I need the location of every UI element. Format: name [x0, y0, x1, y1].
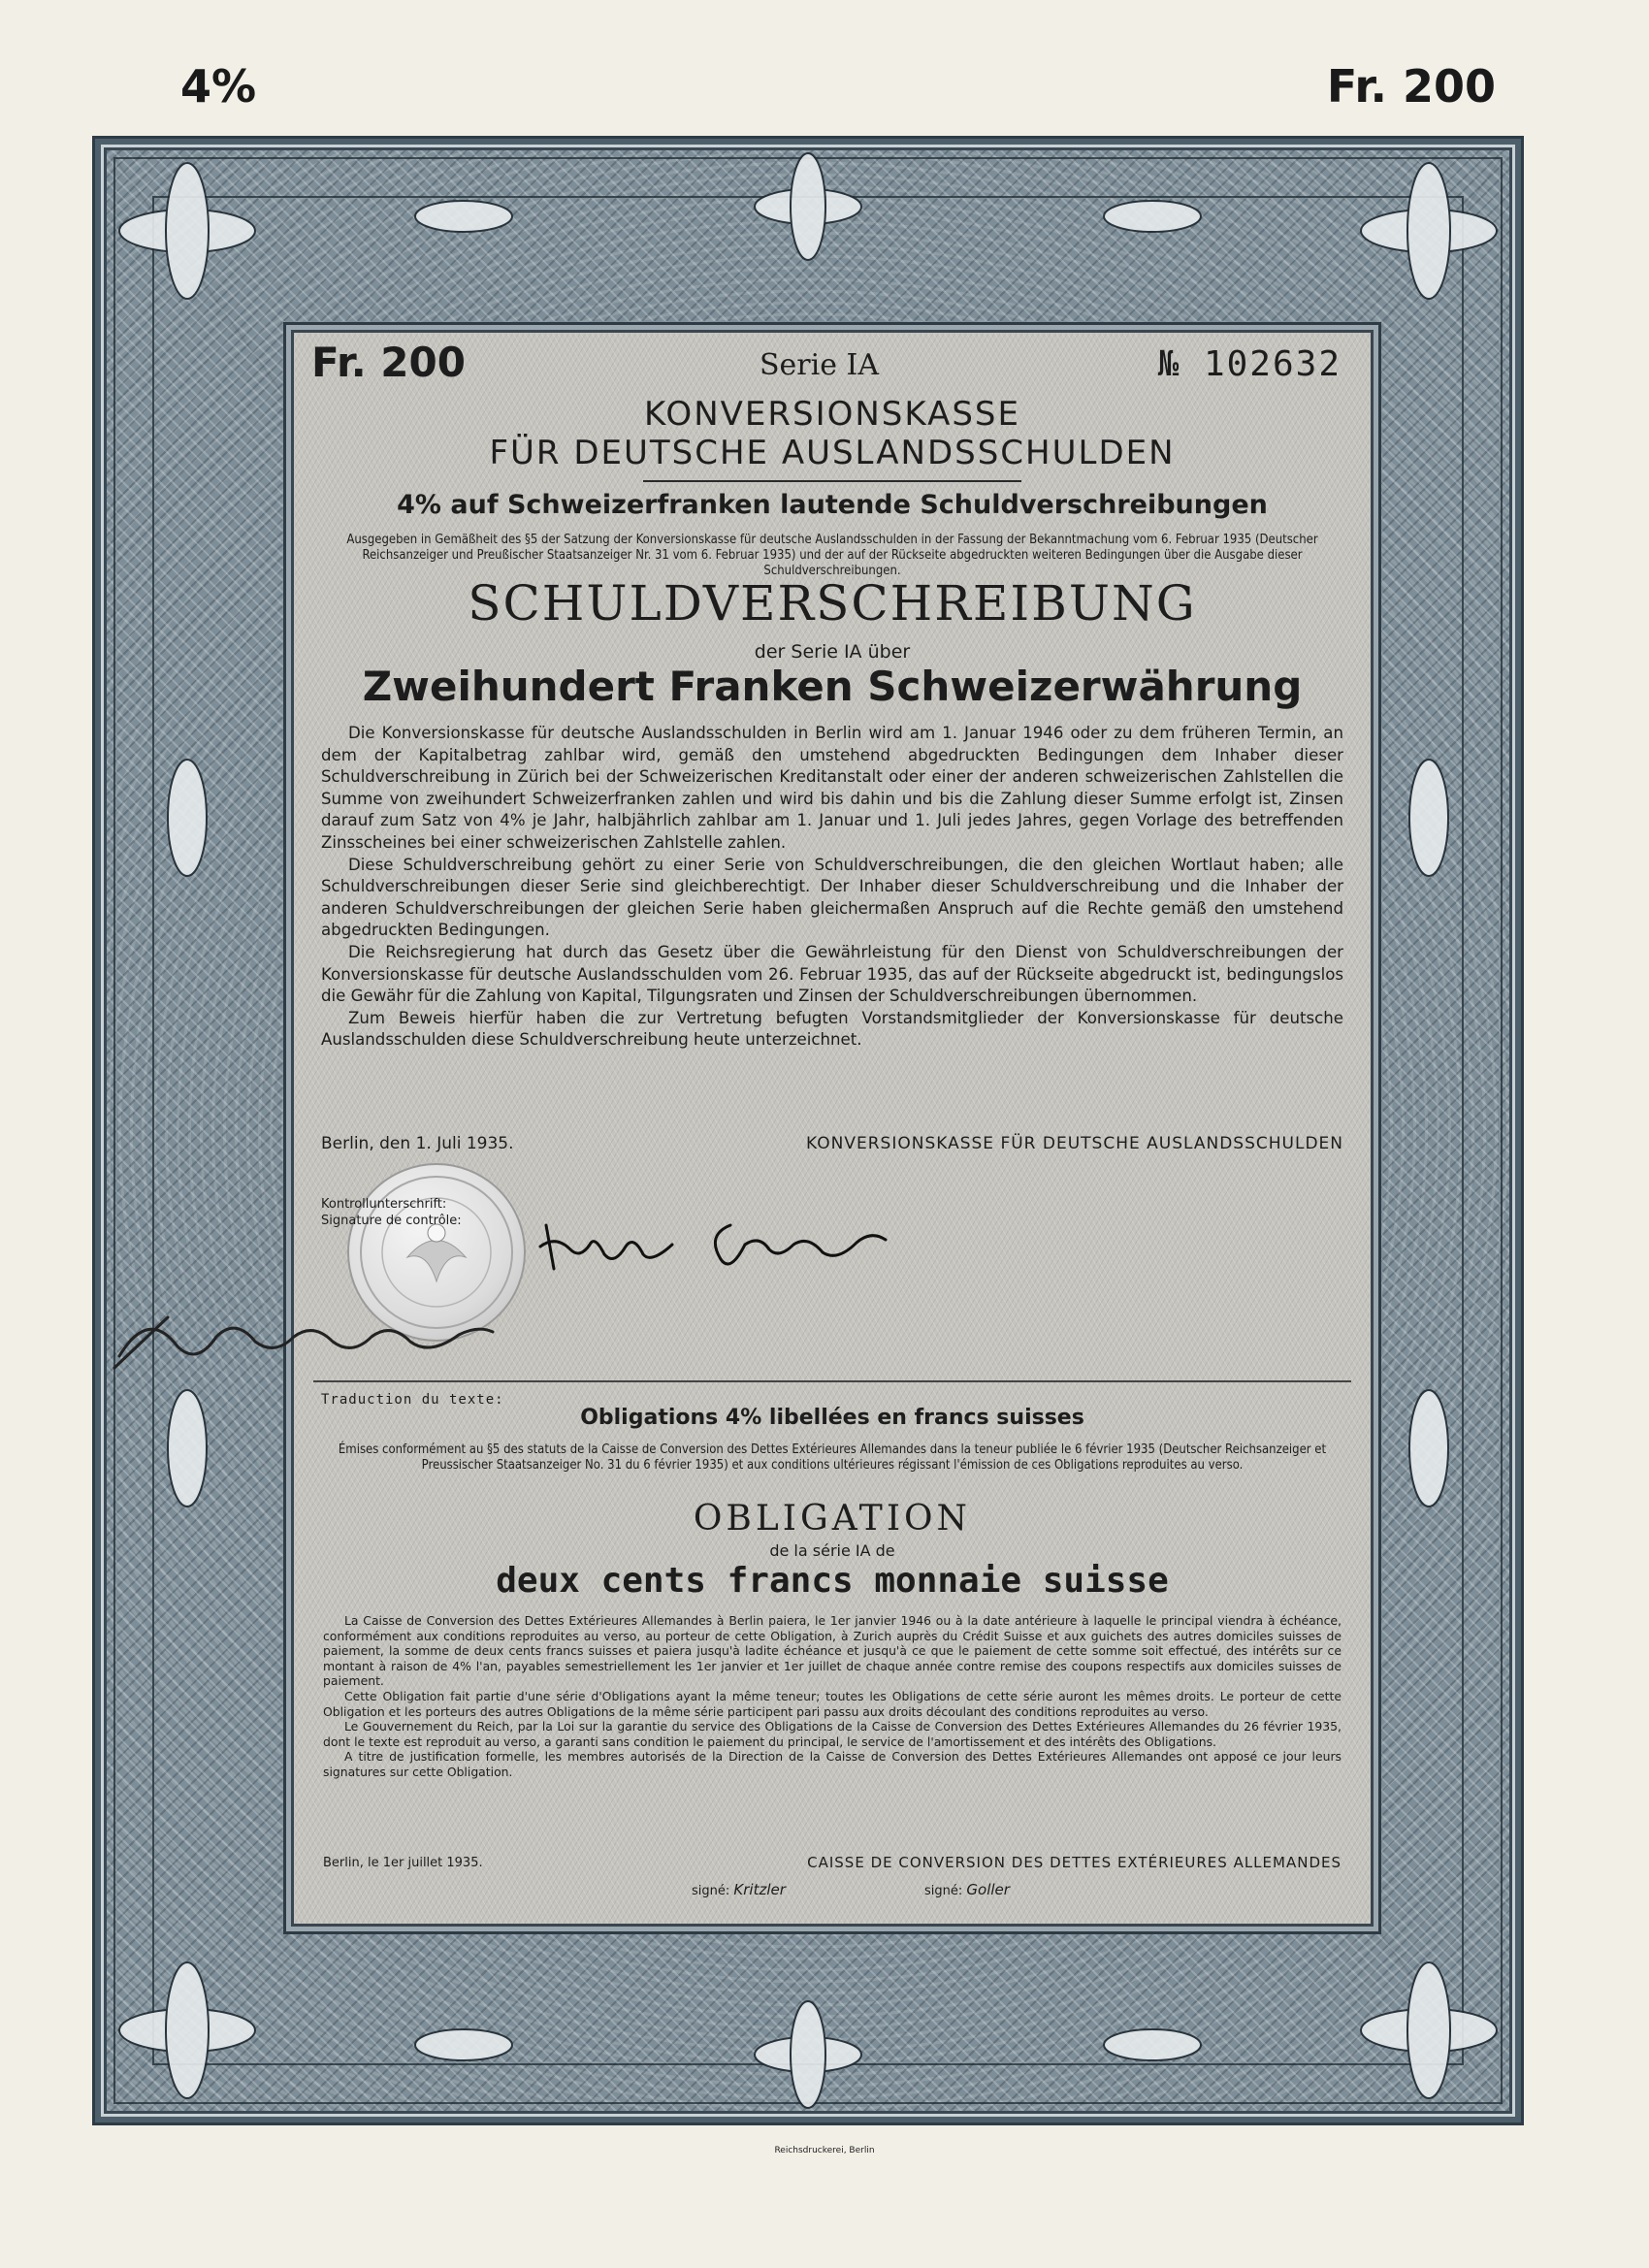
signature-2-icon	[701, 1206, 895, 1283]
issuer-footer-fr: CAISSE DE CONVERSION DES DETTES EXTÉRIEURES ALLEMANDES	[807, 1854, 1342, 1871]
signer-name: Kritzler	[733, 1881, 786, 1898]
paragraph: Le Gouvernement du Reich, par la Loi sur la garantie du service des Obligations de la Caisse de Conversion des Dettes Extérieures Allemandes du 26 février 1935, dont le texte est reproduit au verso, a garanti sans condition le paiement du principal, le service de l'amortissement et des intérêts des Obligations.	[323, 1719, 1342, 1749]
bond-subtitle-de: 4% auf Schweizerfranken lautende Schuldverschreibungen	[397, 490, 1268, 520]
paragraph: Cette Obligation fait partie d'une série d'Obligations ayant la même teneur; toutes les Obligations de cette série auront les mêmes droits. Le porteur de cette Obligation et les porteurs des autres Obligations de la même série participent pari passu aux droits découlant des conditions reproduites au verso.	[323, 1688, 1342, 1719]
control-label-de: Kontrollunterschrift:	[321, 1197, 447, 1212]
control-signature-icon	[110, 1298, 498, 1376]
paragraph: A titre de justification formelle, les membres autorisés de la Direction de la Caisse de Conversion des Dettes Extérieures Allemandes ont apposé ce jour leurs signatures sur cette Obligation.	[323, 1749, 1342, 1779]
issuer-footer-de: KONVERSIONSKASSE FÜR DEUTSCHE AUSLANDSSCHULDEN	[806, 1134, 1343, 1153]
translation-label: Traduction du texte:	[321, 1392, 504, 1408]
control-signature-label	[321, 1196, 462, 1229]
issuance-note-de: Ausgegeben in Gemäßheit des §5 der Satzung der Konversionskasse für deutsche Auslandsschulden in der Fassung der Bekanntmachung vom 6. Februar 1935 (Deutscher Reichsanzeiger und Preußischer Staatsanzeiger Nr. 31 vom 6. Februar 1935) und der auf der Rückseite abgedruckten weiteren Bedingungen über die Ausgabe dieser Schuldverschreibungen.	[346, 533, 1318, 578]
series-label: Serie IA	[760, 348, 880, 382]
signed-line-1	[692, 1881, 786, 1898]
bond-panel	[291, 330, 1374, 1927]
body-text-fr	[323, 1613, 1342, 1780]
signed-label: signé:	[692, 1884, 730, 1898]
signed-line-2	[924, 1881, 1010, 1898]
paragraph: Zum Beweis hierfür haben die zur Vertretung befugten Vorstandsmitglieder der Konversionskasse für deutsche Auslandsschulden diese Schuldverschreibung heute unterzeichnet.	[321, 1008, 1343, 1050]
paragraph: Die Konversionskasse für deutsche Auslandsschulden in Berlin wird am 1. Januar 1946 oder zu dem früheren Termin, an dem der Kapitalbetrag zahlbar wird, gemäß den umstehend abgedruckten Bedingungen dem Inhaber dieser Schuldverschreibung in Zürich bei der Schweizerischen Kreditanstalt oder einer der anderen schweizerischen Zahlstellen die Summe von zweihundert Schweizerfranken zahlen und wird bis dahin und bis die Zahlung dieser Summe erfolgt ist, Zinsen darauf zum Satz von 4% je Jahr, halbjährlich zahlbar am 1. Januar und 1. Juli jedes Jahres, gegen Vorlage des betreffenden Zinsscheines bei einer schweizerischen Zahlstelle zahlen.	[321, 724, 1343, 852]
denomination: Fr. 200	[311, 339, 466, 386]
corner-denomination: Fr. 200	[1326, 60, 1496, 113]
certificate-number: № 102632	[1157, 344, 1342, 384]
body-text-de	[321, 723, 1343, 1052]
issuer-name-line1: KONVERSIONSKASSE	[644, 395, 1020, 434]
corner-rate: 4%	[180, 60, 257, 113]
signed-label: signé:	[924, 1884, 963, 1898]
bond-subtitle-fr: Obligations 4% libellées en francs suisses	[580, 1406, 1084, 1430]
title-rule	[643, 480, 1021, 482]
signature-1-icon	[536, 1206, 682, 1283]
amount-de: Zweihundert Franken Schweizerwährung	[362, 663, 1303, 710]
control-label-fr: Signature de contrôle:	[321, 1214, 462, 1228]
paragraph: Die Reichsregierung hat durch das Gesetz über die Gewährleistung für den Dienst von Schuldverschreibungen der Konversionskasse für deutsche Auslandsschulden vom 26. Februar 1935, das auf der Rückseite abgedruckt ist, bedingungslos die Gewähr für die Zahlung von Kapital, Tilgungsraten und Zinsen der Schuldverschreibungen übernommen.	[321, 942, 1343, 1006]
paragraph: Diese Schuldverschreibung gehört zu einer Serie von Schuldverschreibungen, die den gleichen Wortlaut haben; alle Schuldverschreibungen dieser Serie sind gleichberechtigt. Der Inhaber dieser Schuldverschreibung und die Inhaber der anderen Schuldverschreibungen der gleichen Serie haben gleichermaßen Anspruch auf die Rechte gemäß den umstehend abgedruckten Bedingungen.	[321, 855, 1343, 940]
document-title-fr: OBLIGATION	[693, 1499, 972, 1539]
place-date-fr: Berlin, le 1er juillet 1935.	[323, 1856, 483, 1870]
section-divider	[313, 1380, 1351, 1382]
place-date-de: Berlin, den 1. Juli 1935.	[321, 1134, 514, 1153]
paragraph: La Caisse de Conversion des Dettes Extérieures Allemandes à Berlin paiera, le 1er janvier 1946 ou à la date antérieure à laquelle le principal viendra à échéance, conformément aux conditions reproduites au verso, au porteur de cette Obligation, à Zurich auprès du Crédit Suisse et aux guichets des autres domiciles suisses de paiement, la somme de deux cents francs suisses et paiera jusqu'à ladite échéance et jusqu'à ce que le paiement de cette somme soit effectué, des intérêts sur ce montant à raison de 4% l'an, payables semestriellement les 1er janvier et 1er juillet de chaque année contre remise des coupons respectifs aux domiciles suisses de paiement.	[323, 1613, 1342, 1689]
amount-fr: deux cents francs monnaie suisse	[496, 1561, 1169, 1601]
document-title-sub-de: der Serie IA über	[754, 641, 911, 663]
issuance-note-fr: Émises conformément au §5 des statuts de la Caisse de Conversion des Dettes Extérieures Allemandes dans la teneur publiée le 6 février 1935 (Deutscher Reichsanzeiger et Preussischer Staatsanzeiger No. 31 du 6 février 1935) et aux conditions ultérieures régissant l'émission de ces Obligations reproduites au verso.	[338, 1442, 1327, 1473]
printer-imprint: Reichsdruckerei, Berlin	[774, 2146, 875, 2155]
issuer-name-line2: FÜR DEUTSCHE AUSLANDSSCHULDEN	[489, 434, 1176, 472]
document-title-de: SCHULDVERSCHREIBUNG	[468, 575, 1197, 632]
signer-name: Goller	[966, 1881, 1010, 1898]
document-title-sub-fr: de la série IA de	[769, 1541, 895, 1560]
